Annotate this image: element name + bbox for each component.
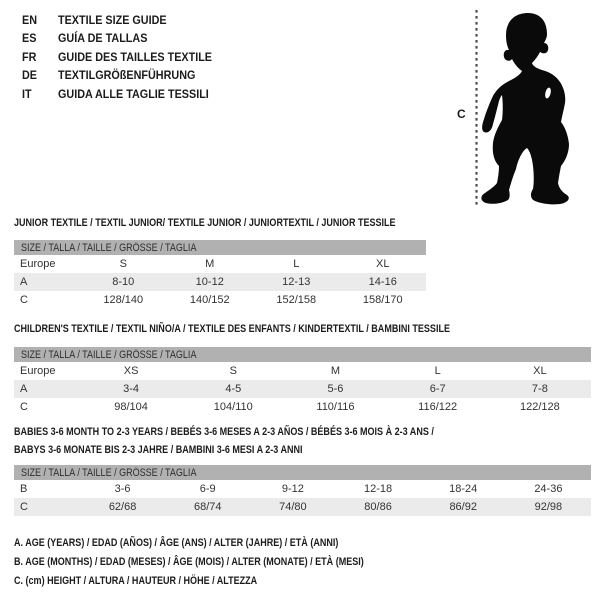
language-code: EN: [22, 13, 38, 27]
babies-title-line2: BABYS 3-6 MONATE BIS 2-3 JAHRE / BAMBINI 3-6 MESI A 2-3 ANNI: [14, 443, 303, 456]
cell: 104/110: [213, 401, 253, 413]
size-header-row: [14, 240, 426, 255]
cell: M: [330, 365, 341, 377]
cell: S: [119, 258, 127, 270]
row-label: A: [14, 273, 80, 291]
cell: L: [293, 258, 300, 270]
table-row: [14, 380, 591, 398]
language-row-fr: [22, 48, 212, 66]
children-size-table: [14, 347, 591, 416]
table-row: [14, 255, 426, 273]
cell: 4-5: [182, 380, 284, 398]
cell: 62/68: [80, 498, 165, 516]
cell: 10-12: [167, 273, 254, 291]
language-row-it: [22, 85, 212, 103]
cell: 8-10: [80, 273, 167, 291]
cell: XL: [376, 258, 390, 270]
size-header-text: SIZE / TALLA / TAILLE / GRÖSSE / TAGLIA: [21, 348, 197, 361]
junior-size-table: [14, 240, 426, 309]
cell: 3-6: [114, 483, 131, 495]
language-label: GUÍA DE TALLAS: [58, 31, 148, 46]
height-marker-label: C: [457, 107, 466, 121]
language-code: DE: [22, 68, 38, 83]
junior-section-title: [14, 215, 479, 233]
table-row: [14, 362, 591, 380]
cell: M: [205, 258, 215, 270]
language-label: GUIDE DES TAILLES TEXTILE: [58, 49, 213, 64]
cell: 86/92: [421, 498, 506, 516]
language-row-es: [22, 29, 212, 47]
size-header-bar: [14, 465, 591, 480]
cell: XL: [533, 365, 547, 377]
children-title-text: CHILDREN'S TEXTILE / TEXTIL NIÑO/A / TEXTILE DES ENFANTS / KINDERTEXTIL / BAMBINI TESSILE: [14, 323, 450, 335]
size-header-text: SIZE / TALLA / TAILLE / GRÖSSE / TAGLIA: [21, 241, 197, 254]
babies-size-table: [14, 465, 591, 516]
cell: 68/74: [165, 498, 250, 516]
babies-section-title: [14, 424, 526, 459]
cell: 110/116: [316, 401, 355, 413]
footnote-b: B. AGE (MONTHS) / EDAD (MESES) / ÂGE (MOIS) / ALTER (MONATE) / ETÀ (MESI): [14, 555, 364, 568]
cell: 98/104: [114, 401, 148, 413]
cell: 9-12: [281, 483, 304, 495]
cell: L: [434, 365, 441, 377]
cell: 128/140: [103, 294, 144, 306]
cell: S: [229, 365, 237, 377]
cell: 3-4: [80, 380, 182, 398]
size-header-row: [14, 347, 591, 362]
junior-title-text: JUNIOR TEXTILE / TEXTIL JUNIOR/ TEXTILE JUNIOR / JUNIORTEXTIL / JUNIOR TESSILE: [14, 217, 396, 229]
cell: 80/86: [335, 498, 420, 516]
toddler-silhouette-figure: [470, 8, 600, 210]
cell: 12-18: [363, 483, 393, 495]
size-header-bar: [14, 240, 426, 255]
cell: 122/128: [519, 401, 560, 413]
size-header-text: SIZE / TALLA / TAILLE / GRÖSSE / TAGLIA: [21, 466, 197, 479]
cell: 18-24: [449, 483, 478, 495]
cell: 6-7: [387, 380, 489, 398]
row-label: C: [14, 498, 80, 516]
footnote-a: A. AGE (YEARS) / EDAD (AÑOS) / ÂGE (ANS) / ALTER (JAHRE) / ETÀ (ANNI): [14, 537, 339, 549]
cell: 74/80: [250, 498, 335, 516]
table-row: [14, 480, 591, 498]
cell: 7-8: [489, 380, 591, 398]
size-header-row: [14, 465, 591, 480]
language-label: TEXTILE SIZE GUIDE: [58, 13, 167, 27]
toddler-silhouette: [481, 13, 569, 204]
row-label: A: [14, 380, 80, 398]
language-label: TEXTILGRÖßENFÜHRUNG: [58, 68, 196, 83]
language-code: IT: [22, 86, 32, 101]
language-header-block: [22, 11, 212, 103]
cell: 152/158: [276, 294, 317, 306]
language-code: ES: [22, 31, 37, 46]
language-code: FR: [22, 49, 37, 64]
cell: XS: [123, 365, 139, 377]
cell: 6-9: [199, 483, 216, 495]
cell: 140/152: [189, 294, 230, 306]
table-row: [14, 291, 426, 309]
row-label: C: [20, 294, 28, 306]
row-label: Europe: [20, 258, 56, 270]
table-row: [14, 273, 426, 291]
row-label: B: [20, 483, 28, 495]
size-header-bar: [14, 347, 591, 362]
cell: 14-16: [340, 273, 427, 291]
cell: 24-36: [534, 483, 563, 495]
table-row: [14, 498, 591, 516]
footnote-c: C. (cm) HEIGHT / ALTURA / HAUTEUR / HÖHE / ALTEZZA: [14, 574, 258, 587]
table-row: [14, 398, 591, 416]
language-row-de: [22, 66, 212, 84]
language-row-en: [22, 11, 212, 29]
footnotes-block: [14, 534, 441, 590]
row-label: Europe: [20, 365, 56, 377]
children-section-title: [14, 321, 546, 339]
babies-title-line1: BABIES 3-6 MONTH TO 2-3 YEARS / BEBÉS 3-6 MESES A 2-3 AÑOS / BÉBÉS 3-6 MOIS À 2-3 ANS /: [14, 426, 434, 438]
row-label: C: [20, 401, 28, 413]
language-label: GUIDA ALLE TAGLIE TESSILI: [58, 86, 209, 101]
cell: 158/170: [362, 294, 403, 306]
cell: 92/98: [506, 498, 591, 516]
cell: 116/122: [418, 401, 458, 413]
cell: 12-13: [253, 273, 340, 291]
cell: 5-6: [284, 380, 386, 398]
